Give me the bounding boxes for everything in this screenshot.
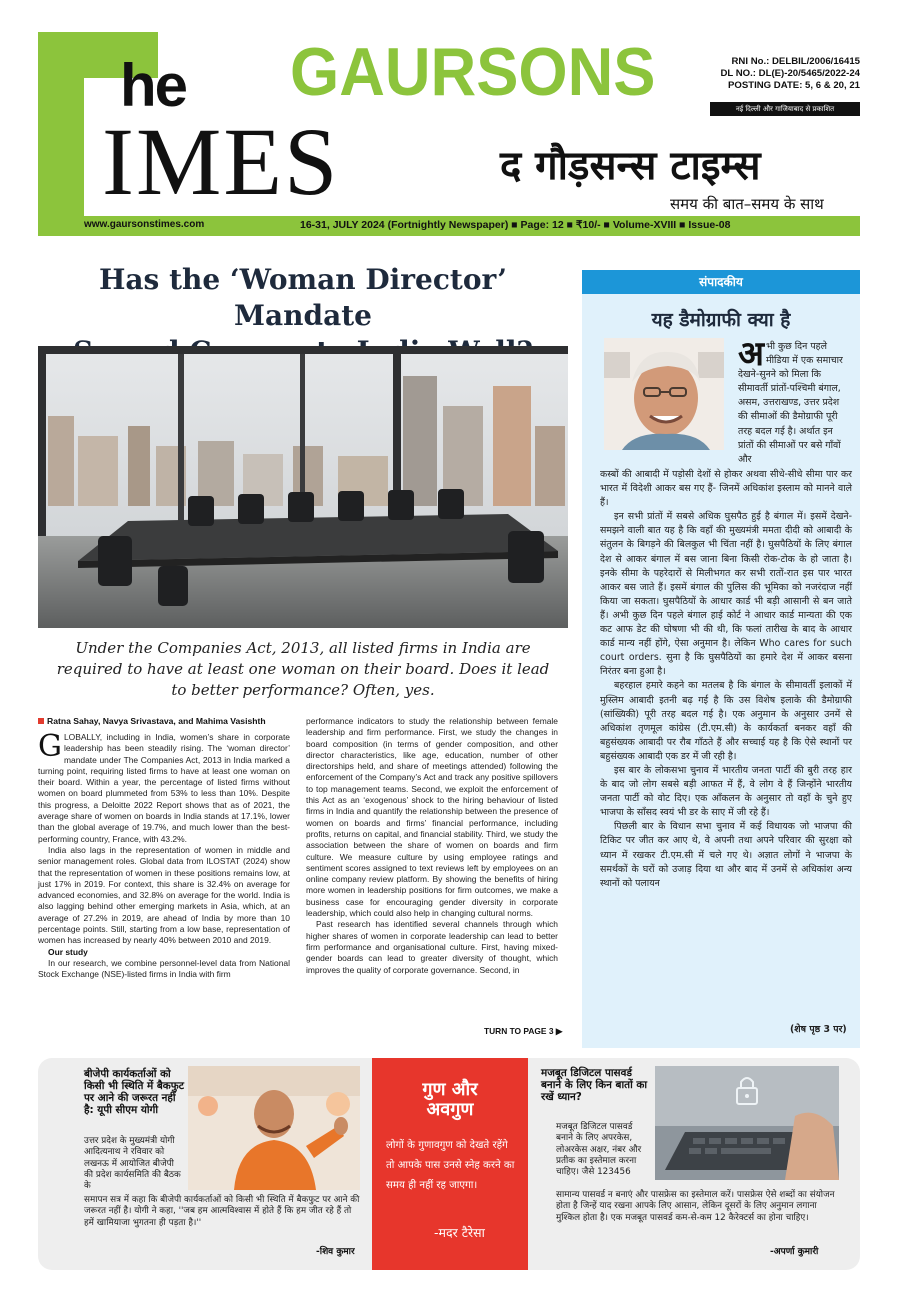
lead-subhead: Our study <box>48 946 88 957</box>
byline-marker-icon <box>38 718 44 724</box>
editor-portrait-illustration <box>604 338 724 450</box>
yogi-photo <box>188 1066 360 1190</box>
quote-author: -मदर टैरेसा <box>434 1225 485 1240</box>
lead-standfirst: Under the Companies Act, 2013, all listed firms in India are required to have at least one woman on their board. Does it lead to better performance? Often, yes. <box>56 639 550 699</box>
quote-title <box>372 1080 528 1120</box>
yogi-news-headline: बीजेपी कार्यकर्ताओं को किसी भी स्थिति में बैकफुट पर आने की जरूरत नहीं है: यूपी सीएम योगी <box>84 1068 185 1116</box>
lead-column-1 <box>38 729 290 981</box>
masthead-gaursons: GAURSONS <box>290 34 656 110</box>
editorial-continued-link[interactable]: (शेष पृष्ठ 3 पर) <box>790 1024 847 1035</box>
editorial-paragraph: बहरहाल हमारे कहने का मतलब है कि बंगाल के सीमावर्ती इलाकों में मुस्लिम आबादी इतनी बढ़ गई है कि उस विशेष इलाके की डैमोग्राफी (सांख्यिकी) पूरी तरह बदल गई है। एक अनुमान के अनुसार उनमें से अधिकांश तृणमूल कांग्रेस (टी.एम.सी) के कार्यकर्ता बनकर वहाँ की बहुसंख्यक आबादी पर रौब गाँठते हैं और सच्चाई यह है कि ऐसे स्थानों पर बहुसंख्यक आबादी एक डर में जी रही है। <box>600 680 852 762</box>
rni-number: RNI No.: DELBIL/2006/16415 <box>731 56 860 67</box>
lead-byline <box>38 716 298 726</box>
byline-text: Ratna Sahay, Navya Srivastava, and Mahima Vasishth <box>47 716 266 726</box>
yogi-news-body: समापन सत्र में कहा कि बीजेपी कार्यकर्ताओं को किसी भी स्थिति में बैकफुट पर आने की जरूरत नहीं है। योगी ने कहा, ''जब हम आत्मविश्वास में होते हैं कि हम जीत रहे हैं तो हमें खामियाजा भुगतना ही पड़ता है।'' <box>84 1195 360 1228</box>
editorial-label: संपादकीय <box>582 270 860 294</box>
editorial-paragraph: पिछली बार के विधान सभा चुनाव में कई विधायक जो भाजपा की टिकिट पर जीत कर आए थे, वे अपनी तथा अपने परिवार की सुरक्षा को ध्यान में रखकर टी.एम.सी में चले गए थे। अज्ञात लोगों ने भाजपा के समर्थकों के घरों को उजाड़ दिया था और बाद में उनमें से अधिकांश अन्य स्थानों को पलायन <box>600 821 852 889</box>
password-news-author: -अपर्णा कुमारी <box>770 1247 819 1257</box>
registration-info <box>690 56 860 92</box>
lead-paragraph: India also lags in the representation of women in middle and senior management roles. Global data from ILOSTAT (2024) show that the representation of women in these positions remains low, at just 17% in 2019. For context, this share is 32.4% on average for advanced economies, and 32.8% on average for the world. India is also lagging behind other emerging markets in Asia, which, at an average of 27.2% in 2019, are ahead of India by more than 10 percentage points. Still, starting from a low base, representation of women has increased by nearly 40% between 2010 and 2019. <box>38 844 290 946</box>
website-link[interactable]: www.gaursonstimes.com <box>84 219 205 230</box>
lead-dropcap: G <box>38 729 62 764</box>
password-news-headline: मजबूत डिजिटल पासवर्ड बनाने के लिए किन बातों का रखें ध्यान? <box>541 1067 648 1103</box>
issue-info: 16-31, JULY 2024 (Fortnightly Newspaper) ■ Page: 12 ■ ₹10/- ■ Volume-XVIII ■ Issue-08 <box>300 219 731 231</box>
posting-date: POSTING DATE: 5, 6 & 20, 21 <box>727 80 860 91</box>
editor-portrait <box>604 338 724 450</box>
editorial-intro <box>738 334 850 467</box>
yogi-illustration <box>188 1066 360 1190</box>
lead-paragraph: LOBALLY, including in India, women’s share in corporate leadership has been steadily rising. The ‘woman director’ mandate under The Companies Act, 2013 in India marked a turning point, requiring listed firms to have at least one woman on their board. Within a year, the percentage of listed firms without women on board plummeted from 53% to less than 10%. Despite this progress, a Deloitte 2022 Report shows that as of 2021, the average share of women on boards in India stands at 17.1%, lower than the global average of 19.7%, and much lower than the best-performing country, France, with 43.2%. <box>38 732 290 844</box>
quote-title-line-1: गुण और <box>422 1079 478 1100</box>
laptop-lock-illustration <box>655 1066 839 1180</box>
yogi-news-intro: उत्तर प्रदेश के मुख्यमंत्री योगी आदित्यनाथ ने रविवार को लखनऊ में आयोजित बीजेपी की प्रदेश कार्यसमिति की बैठक के <box>84 1136 181 1192</box>
editorial-paragraph: कस्बों की आबादी में पड़ोसी देशों से होकर अथवा सीधे-सीधे सीमा पार कर भारत में विदेशी आकर बस गए हैं- जिनमें अधिकांश इस्लाम को मानने वाले हैं। <box>600 469 852 509</box>
turn-to-page-link[interactable]: TURN TO PAGE 3 ▶ <box>484 1026 563 1036</box>
lead-paragraph: In our research, we combine personnel-level data from National Stock Exchange (NSE)-listed firms in India with firm <box>38 957 290 980</box>
editorial-dropcap: अ <box>738 334 764 374</box>
issue-band <box>38 216 860 236</box>
lead-paragraph: performance indicators to study the relationship between female leadership and firm performance. First, we study the changes in board composition (in terms of gender composition, and other director characteristics, like age, education, number of other directorships held, and share of meetings attended) following the enforcement of the Company’s Act and track any positive spillovers to top management teams. Second, we exploit the enforcement of this Act as an ‘exogenous’ shock to the hiring behaviour of listed firms in India and quantify the relationship between the presence of women on boards and firms’ financial performance, including profits, returns on capital, and financial stability. Third, we study the association between the share of women on boards and firm culture. We measure culture by using employee ratings and sentiment scores assigned to text reviews left by employees on an online company review platform. By showing the benefits of hiring more women in leadership positions for firm outcomes, we make a business case for encouraging gender diversity in corporate leadership, which could also help in changing cultural norms. <box>306 716 558 919</box>
password-news-body: सामान्य पासवर्ड न बनाएं और पासफ्रेस का इस्तेमाल करें। पासफ्रेस ऐसे शब्दों का संयोजन होता है जिन्हें याद रखना आपके लिए आसान, लेकिन दूसरों के लिए अनुमान लगाना मुश्किल होता है। एक मजबूत पासवर्ड कम-से-कम 12 कैरेक्टर्स का होना चाहिए। <box>556 1190 835 1223</box>
lead-headline-line-1: Has the ‘Woman Director’ Mandate <box>98 263 508 332</box>
quote-text: लोगों के गुणावगुण को देखते रहेंगे तो आपके पास उनसे स्नेह करने का समय ही नहीं रह जाएगा। <box>386 1140 515 1191</box>
quote-title-line-2: अवगुण <box>426 1099 474 1120</box>
masthead-he: he <box>120 52 187 119</box>
editorial-paragraph: भी कुछ दिन पहले मीडिया में एक समाचार देखने-सुनने को मिला कि सीमावर्ती प्रांतों-पश्चिमी बंगाल, असम, उत्तराखण्ड, उत्तर प्रदेश की सीमाओं की डैमोग्राफी पूरी तरह बदल गई है। अर्थात इन प्रांतों की सीमाओं पर बसे गाँवों और <box>738 341 843 465</box>
password-photo <box>655 1066 839 1180</box>
editorial-paragraph: इस बार के लोकसभा चुनाव में भारतीय जनता पार्टी की बुरी तरह हार के बाद जो लोग सबसे बड़ी आफत में हैं, वे लोग वे हैं जिन्होंने भारतीय जनता पार्टी को वोट दिए। एक आँकलन के अनुसार तो वहाँ के चुने हुए भाजपा के साँसद स्वयं भी डर के साए में जी रहे हैं। <box>600 764 852 819</box>
password-news-intro: मजबूत डिजिटल पासवर्ड बनाने के लिए अपरकेस, लोअरकेस अक्षर, नंबर और प्रतीक का इस्तेमाल करना चाहिए। जैसे 123456 <box>556 1122 642 1178</box>
editorial-title: यह डैमोग्राफी क्या है <box>651 309 791 331</box>
masthead-hindi-title: द गौड़सन्स टाइम्स <box>500 143 761 189</box>
editorial-paragraph: इन सभी प्रांतों में सबसे अधिक घुसपैठ हुई है बंगाल में। इसमें देखने-समझने वाली बात यह है कि वहाँ की मुख्यमंत्री ममता दीदी को आबादी के संतुलन के बिगड़ने की बिलकुल भी चिंता नहीं है। घुसपैठियों के लिए बंगाल देश से आकर बंगाल में बस जाना बिना किसी रोक-टोक के हो जाता है। इनके सीमा के पहरेदारों से मिलीभगत कर सभी रातों-रात इस पार भारत आकर बस जाते हैं। इसमें बंगाल की पुलिस की भूमिका को नजरंदाज नहीं किया जा सकता। घुसपैठियों के आधार कार्ड भी बड़ी आसानी से बन जाते हैं। अभी कुछ दिन पहले बंगाल हाई कोर्ट ने आधार कार्ड मान्यता की एक कट आफ डेट की घोषणा भी की थी, कि फलां तारीख के बाद के आधार कार्ड मान्य नहीं होंगे, ऐसा अनुमान है। लेकिन Who cares for such court orders. सुना है कि घुसपैठियों का हमारे देश में आकर बसना निरंतर बना हुआ है। <box>600 511 852 678</box>
lead-column-2 <box>306 716 558 976</box>
masthead-imes: IMES <box>102 108 340 215</box>
boardroom-photo <box>38 346 568 628</box>
masthead-hindi-tagline: समय की बात–समय के साथ <box>670 195 824 213</box>
yogi-news-author: -शिव कुमार <box>316 1247 355 1257</box>
masthead <box>0 0 900 240</box>
publish-strip: नई दिल्ली और गाजियाबाद से प्रकाशित <box>710 102 860 116</box>
editorial-body <box>600 468 852 891</box>
boardroom-illustration <box>38 346 568 628</box>
dl-number: DL NO.: DL(E)-20/5465/2022-24 <box>720 68 860 79</box>
lead-paragraph: Past research has identified several channels through which higher shares of women in corporate leadership can lead to better firm performance and organisational culture. First, having mixed-gender boards can lead to greater diversity of thought, which improves the quality of corporate governance. Second, in <box>306 919 558 975</box>
